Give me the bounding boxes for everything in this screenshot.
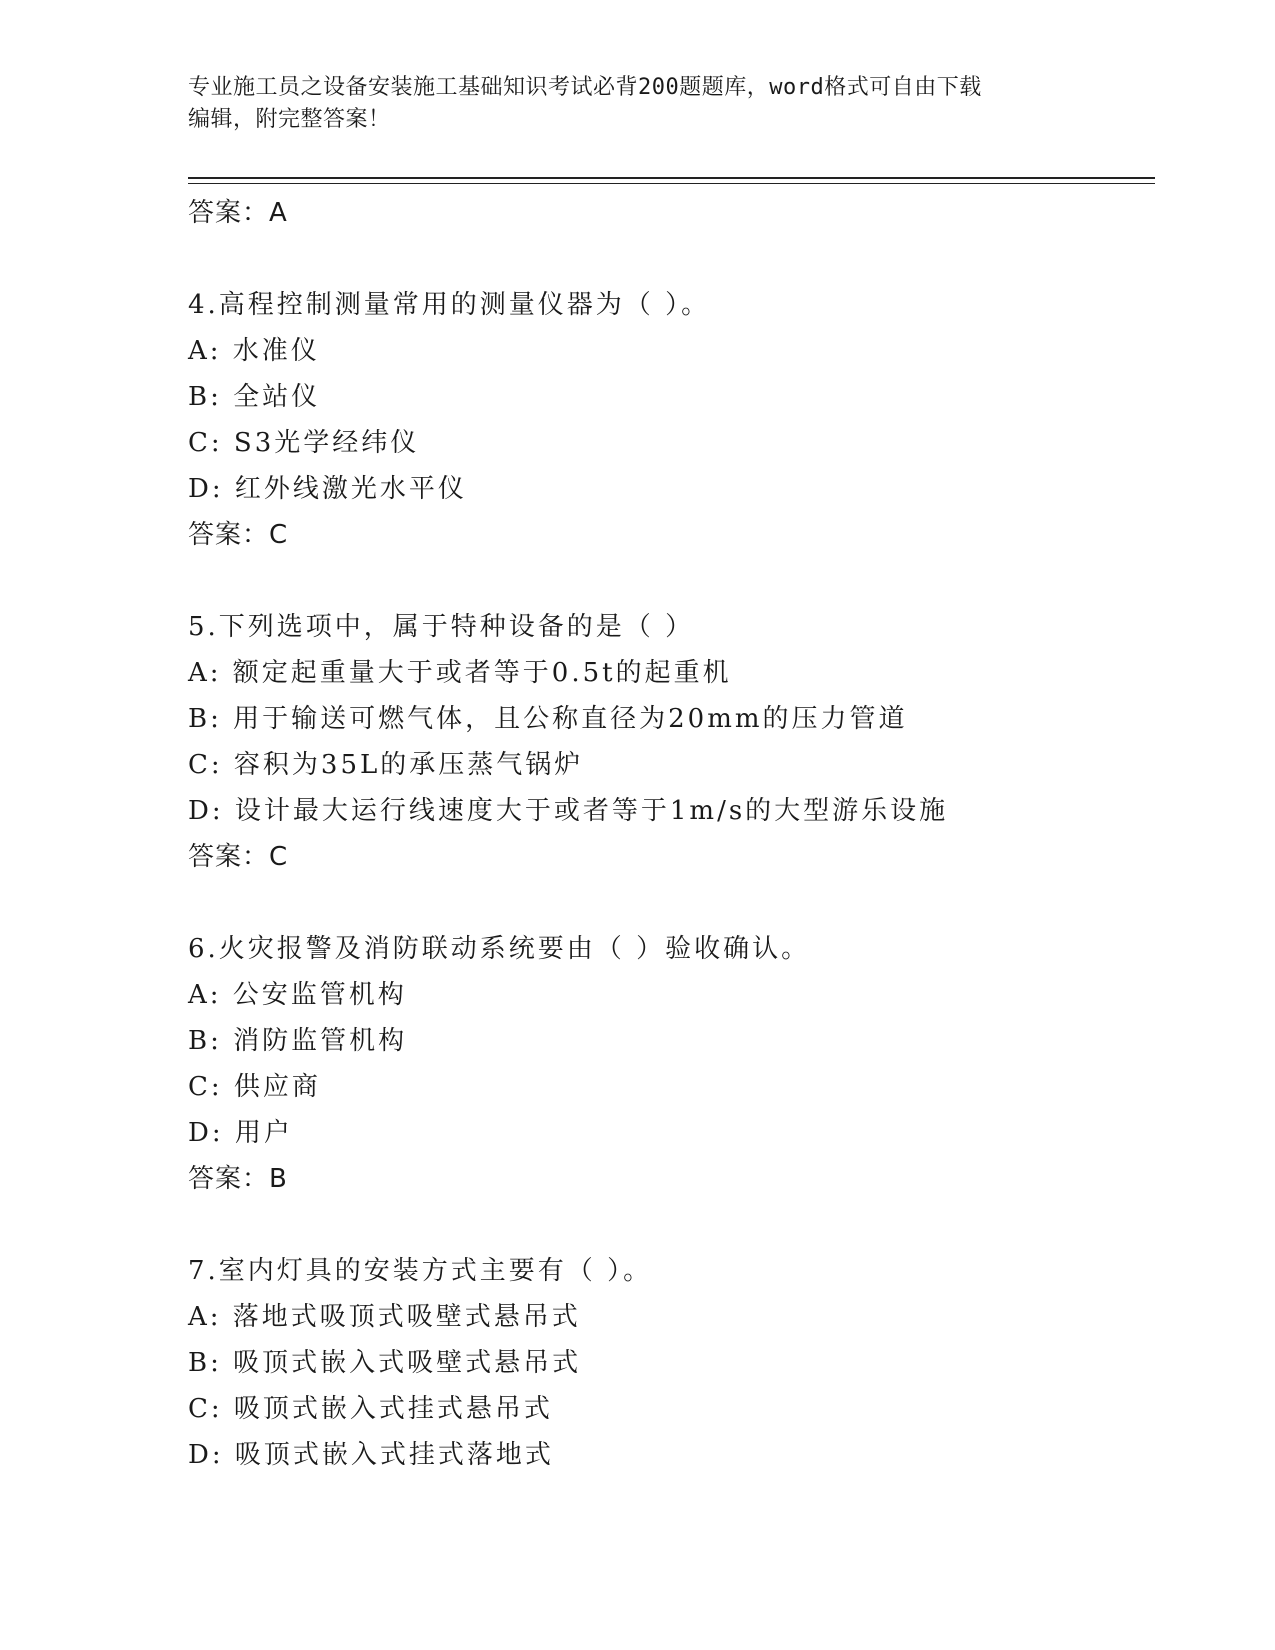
document-header [188, 72, 1088, 136]
option-4a: A: 水准仪 [188, 336, 320, 366]
question-block-6 [188, 926, 1148, 1202]
question-5: 5.下列选项中，属于特种设备的是（ ） [188, 612, 695, 642]
spacer [188, 558, 1148, 604]
question-block-7 [188, 1248, 1148, 1478]
question-list [188, 190, 1148, 1478]
header-line-2: 编辑，附完整答案！ [188, 107, 391, 132]
option-5d: D: 设计最大运行线速度大于或者等于1m/s的大型游乐设施 [188, 796, 949, 826]
option-6d: D: 用户 [188, 1118, 293, 1148]
question-7: 7.室内灯具的安装方式主要有（ ）。 [188, 1256, 653, 1286]
header-divider-thick [188, 177, 1155, 179]
header-line-1: 专业施工员之设备安装施工基础知识考试必背200题题库，word格式可自由下载 [188, 75, 982, 100]
question-4: 4.高程控制测量常用的测量仪器为（ ）。 [188, 290, 711, 320]
spacer [188, 236, 1148, 282]
option-4c: C: S3光学经纬仪 [188, 428, 420, 458]
header-divider-thin [188, 183, 1155, 184]
option-5b: B: 用于输送可燃气体，且公称直径为20mm的压力管道 [188, 704, 908, 734]
answer-5: 答案：C [188, 842, 289, 872]
option-7d: D: 吸顶式嵌入式挂式落地式 [188, 1440, 554, 1470]
question-6: 6.火灾报警及消防联动系统要由（ ）验收确认。 [188, 934, 811, 964]
option-7b: B: 吸顶式嵌入式吸壁式悬吊式 [188, 1348, 582, 1378]
question-block-4 [188, 282, 1148, 558]
option-6c: C: 供应商 [188, 1072, 321, 1102]
option-6b: B: 消防监管机构 [188, 1026, 408, 1056]
answer-6: 答案：B [188, 1164, 288, 1194]
answer-4: 答案：C [188, 520, 289, 550]
spacer [188, 1202, 1148, 1248]
spacer [188, 880, 1148, 926]
option-4b: B: 全站仪 [188, 382, 321, 412]
option-7c: C: 吸顶式嵌入式挂式悬吊式 [188, 1394, 553, 1424]
option-5c: C: 容积为35L的承压蒸气锅炉 [188, 750, 584, 780]
question-block-5 [188, 604, 1148, 880]
option-4d: D: 红外线激光水平仪 [188, 474, 467, 504]
answer-prev: 答案：A [188, 198, 288, 228]
option-5a: A: 额定起重量大于或者等于0.5t的起重机 [188, 658, 732, 688]
option-6a: A: 公安监管机构 [188, 980, 407, 1010]
option-7a: A: 落地式吸顶式吸壁式悬吊式 [188, 1302, 581, 1332]
